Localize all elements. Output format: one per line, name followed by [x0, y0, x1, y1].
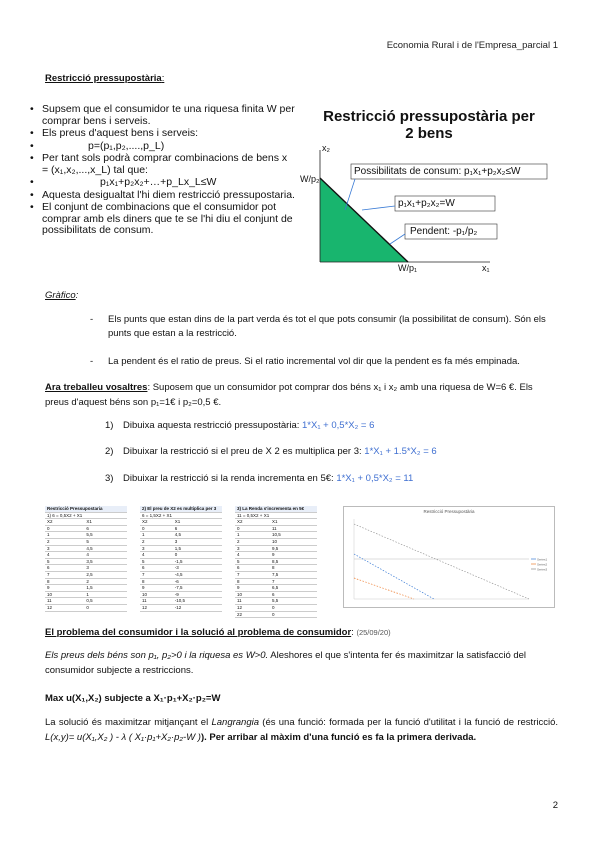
- section-title: Restricció pressupostària:: [45, 73, 165, 84]
- table-cell: X1: [173, 519, 222, 526]
- table-cell: 22: [235, 611, 270, 618]
- axis-x-label: x₁: [482, 263, 490, 273]
- legend-series-3: Series3: [537, 567, 548, 572]
- table-row: [140, 525, 222, 532]
- section2-paragraph-2: La solució és maximitzar mitjançant el Langrangia (és una funció: formada per la funció d'utilitat i la funció de restricció. L(x,y)= u(X₁,X₂ ) - λ ( X₁·p₁+X₂·p₂-W )). Per arribar al màxim d'una funció es fa la primera derivada.: [45, 717, 558, 743]
- table-row: [45, 532, 127, 539]
- table-row: [235, 552, 317, 559]
- table-row: [140, 598, 222, 605]
- table-cell: 1: [140, 532, 173, 539]
- table-row: [235, 604, 317, 611]
- table-row: [235, 558, 317, 565]
- slide-bullet: • El conjunt de combinacions que el consumidor pot comprar amb els diners que te se l'hi diu el conjunt de possibilitats de consum.: [30, 202, 295, 237]
- table-cell: 9,5: [270, 545, 317, 552]
- table-cell: 4: [45, 552, 84, 559]
- table-cell: 7: [270, 578, 317, 585]
- table-cell: -4,5: [173, 571, 222, 578]
- table-cell: 6: [84, 525, 127, 532]
- table-cell: 0: [140, 525, 173, 532]
- table-cell: 5,5: [270, 598, 317, 605]
- exercise-item-2: 2) Dibuixar la restricció si el preu de X 2 es multiplica per 3: 1*X₁ + 1.5*X₂ = 6: [105, 446, 437, 457]
- spreadsheet-table: [45, 506, 127, 612]
- table-cell: 8: [140, 578, 173, 585]
- table-cell: 9: [235, 585, 270, 592]
- table-cell: 7: [235, 571, 270, 578]
- table-cell: 2: [140, 538, 173, 545]
- table-cell: Restricció Pressupostaria: [45, 506, 127, 512]
- table-cell: 10: [270, 538, 317, 545]
- table-cell: 9: [270, 552, 317, 559]
- table-cell: 3) La Renda s'incrementa en 5€: [235, 506, 317, 512]
- table-cell: 7: [45, 571, 84, 578]
- table-cell: 10: [45, 591, 84, 598]
- table-cell: 11: [235, 598, 270, 605]
- table-cell: 0: [270, 611, 317, 618]
- table-cell: 11: [140, 598, 173, 605]
- table-1: [45, 506, 127, 612]
- mini-chart-title: Restricció Pressupostària: [423, 509, 475, 514]
- table-row: [235, 571, 317, 578]
- table-row: [235, 598, 317, 605]
- table-row: [45, 552, 127, 559]
- table-row: [235, 519, 317, 526]
- table-cell: 7,5: [270, 571, 317, 578]
- table-row: [235, 565, 317, 572]
- table-cell: 0: [235, 525, 270, 532]
- table-cell: 11 = 0,5X2 + X1: [235, 512, 317, 519]
- table-cell: 5: [84, 538, 127, 545]
- table-cell: 6: [173, 525, 222, 532]
- table-row: [140, 585, 222, 592]
- table-cell: 4: [235, 552, 270, 559]
- axis-y-label: x₂: [322, 143, 330, 153]
- slide-formula: • p=(p₁,p₂,....,p_L): [30, 141, 295, 153]
- table-cell: 3: [84, 565, 127, 572]
- table-cell: 5: [235, 558, 270, 565]
- table-row: [235, 578, 317, 585]
- table-row: [140, 552, 222, 559]
- table-cell: X1: [84, 519, 127, 526]
- table-cell: 2: [235, 538, 270, 545]
- table-cell: 5: [45, 558, 84, 565]
- table-row: [45, 578, 127, 585]
- possibilities-label: Possibilitats de consum: p₁x₁+p₂x₂≤W: [354, 166, 521, 177]
- spreadsheet-table: [235, 506, 317, 618]
- table-row: [235, 512, 317, 519]
- table-cell: -9: [173, 591, 222, 598]
- table-cell: 5,5: [84, 532, 127, 539]
- table-row: [45, 519, 127, 526]
- table-row: [140, 558, 222, 565]
- table-row: [45, 538, 127, 545]
- table-cell: -10,5: [173, 598, 222, 605]
- table-cell: 1: [235, 532, 270, 539]
- table-cell: 4,5: [84, 545, 127, 552]
- table-row: [140, 545, 222, 552]
- mini-chart: [343, 506, 555, 608]
- slide-bullet: • Els preus d'aquest bens i serveis:: [30, 128, 295, 140]
- table-cell: 12: [45, 604, 84, 611]
- header-title: Economia Rural i de l'Empresa_parcial 1: [386, 40, 558, 51]
- table-row: [235, 545, 317, 552]
- table-cell: 2: [84, 578, 127, 585]
- table-row: [140, 604, 222, 611]
- table-cell: X2: [45, 519, 84, 526]
- table-cell: 12: [140, 604, 173, 611]
- table-cell: 6: [235, 565, 270, 572]
- table-row: [140, 571, 222, 578]
- table-cell: -1,5: [173, 558, 222, 565]
- table-row: [140, 506, 222, 512]
- table-cell: 3: [140, 545, 173, 552]
- table-cell: 11: [270, 525, 317, 532]
- slide-formula: • p₁x₁+p₂x₂+…+p_Lx_L≤W: [30, 177, 295, 189]
- table-cell: 0: [84, 604, 127, 611]
- table-cell: X2: [140, 519, 173, 526]
- table-cell: -7,5: [173, 585, 222, 592]
- table-cell: 5: [140, 558, 173, 565]
- table-cell: 8: [235, 578, 270, 585]
- grafic-point-2: - La pendent és el ratio de preus. Si el ratio incremental vol dir que la pendent es fa més empinada.: [90, 356, 520, 367]
- exercise-item-3: 3) Dibuixar la restricció si la renda incrementa en 5€: 1*X₁ + 0,5*X₂ = 11: [105, 473, 414, 484]
- max-problem: Max u(X₁,X₂) subjecte a X₁·p₁+X₂·p₂=W: [45, 693, 221, 704]
- table-cell: X1: [270, 519, 317, 526]
- table-row: [45, 571, 127, 578]
- exercise-paragraph: Ara treballeu vosaltres: Suposem que un consumidor pot comprar dos béns x₁ i x₂ amb una riquesa de W=6 €. Els preus d'aquest béns son p₁=1€ i p₂=0,5 €.: [45, 382, 533, 408]
- table-row: [45, 545, 127, 552]
- table-cell: 1,5: [173, 545, 222, 552]
- table-3: [235, 506, 317, 618]
- table-cell: -3: [173, 565, 222, 572]
- table-2: [140, 506, 222, 612]
- table-cell: 11: [45, 598, 84, 605]
- table-cell: 4: [140, 552, 173, 559]
- table-cell: 0: [270, 604, 317, 611]
- table-row: [235, 525, 317, 532]
- table-cell: -6: [173, 578, 222, 585]
- table-cell: 9: [45, 585, 84, 592]
- table-cell: 1: [84, 591, 127, 598]
- table-row: [235, 611, 317, 618]
- slope-label: Pendent: -p₁/p₂: [410, 226, 478, 237]
- table-cell: 9: [140, 585, 173, 592]
- table-cell: X2: [235, 519, 270, 526]
- table-cell: 3: [45, 545, 84, 552]
- table-cell: 1,5: [84, 585, 127, 592]
- table-cell: 0: [45, 525, 84, 532]
- spreadsheet-table: [140, 506, 222, 612]
- grafic-point-1: - Els punts que estan dins de la part verda és tot el que pots consumir (la possibilitat de consum). Són els punts que estan a la restricció.: [90, 314, 546, 339]
- table-cell: 10: [140, 591, 173, 598]
- slide-bullet: • Per tant sols podrà comprar combinacions de bens x = (x₁,x₂,...,x_L) tal que:: [30, 153, 295, 176]
- table-row: [140, 565, 222, 572]
- section2-heading: El problema del consumidor i la solució al problema de consumidor: (25/09/20): [45, 627, 391, 638]
- budget-line-label: p₁x₁+p₂x₂=W: [398, 198, 455, 209]
- table-row: [45, 604, 127, 611]
- table-cell: 6,5: [270, 585, 317, 592]
- table-cell: 2,5: [84, 571, 127, 578]
- slide-bullet: • Supsem que el consumidor te una riquesa finita W per comprar bens i serveis.: [30, 104, 295, 127]
- table-row: [140, 538, 222, 545]
- table-cell: 0: [173, 552, 222, 559]
- exercise-item-1: 1) Dibuixa aquesta restricció pressupostària: 1*X₁ + 0,5*X₂ = 6: [105, 420, 375, 431]
- x-intercept-label: W/p₁: [398, 263, 418, 273]
- table-cell: 10: [235, 591, 270, 598]
- table-row: [140, 519, 222, 526]
- mini-chart-plot: [344, 514, 554, 606]
- table-cell: 4,5: [173, 532, 222, 539]
- table-cell: 7: [140, 571, 173, 578]
- table-row: [45, 585, 127, 592]
- table-cell: 0,5: [84, 598, 127, 605]
- table-cell: 1: [45, 532, 84, 539]
- grafic-heading: Gràfico:: [45, 290, 79, 301]
- table-cell: 6 = 1,5X2 + X1: [140, 512, 222, 519]
- table-row: [140, 512, 222, 519]
- table-cell: 10,5: [270, 532, 317, 539]
- legend-series-1: Series1: [537, 557, 548, 562]
- table-row: [45, 565, 127, 572]
- y-intercept-label: W/p₂: [300, 174, 320, 184]
- page-number: 2: [552, 800, 558, 811]
- slide-bullet: • Aquesta desigualtat l'hi diem restricció pressupostaria.: [30, 190, 295, 202]
- table-cell: 8,5: [270, 558, 317, 565]
- table-row: [45, 558, 127, 565]
- table-cell: 3: [235, 545, 270, 552]
- table-cell: -12: [173, 604, 222, 611]
- table-cell: 2: [45, 538, 84, 545]
- table-row: [45, 525, 127, 532]
- table-cell: 6: [140, 565, 173, 572]
- table-cell: 8: [45, 578, 84, 585]
- table-row: [140, 532, 222, 539]
- table-cell: 2) El preu de X2 es multiplica per 3: [140, 506, 222, 512]
- slide-bullets: [30, 104, 295, 238]
- table-cell: 8: [270, 565, 317, 572]
- table-cell: 1) 6 = 0,5X2 + X1: [45, 512, 127, 519]
- table-cell: 4: [84, 552, 127, 559]
- table-row: [235, 532, 317, 539]
- table-cell: 12: [235, 604, 270, 611]
- table-row: [140, 578, 222, 585]
- legend-series-2: Series2: [537, 562, 548, 567]
- table-row: [140, 591, 222, 598]
- table-cell: 6: [270, 591, 317, 598]
- series-3-line: [354, 524, 529, 599]
- table-row: [235, 591, 317, 598]
- table-row: [45, 591, 127, 598]
- slide-title: Restricció pressupostària per 2 bens: [323, 108, 535, 142]
- table-row: [45, 512, 127, 519]
- table-row: [45, 598, 127, 605]
- table-cell: 6: [45, 565, 84, 572]
- section2-paragraph-1: Els preus dels béns son p₁, p₂>0 i la riquesa es W>0. Aleshores el que s'intenta fer és maximitzar la satisfacció del consumidor subjecte a restriccions.: [45, 650, 527, 676]
- table-row: [235, 585, 317, 592]
- table-row: [235, 538, 317, 545]
- table-cell: 3: [173, 538, 222, 545]
- table-cell: 3,5: [84, 558, 127, 565]
- series-2-line: [354, 578, 414, 599]
